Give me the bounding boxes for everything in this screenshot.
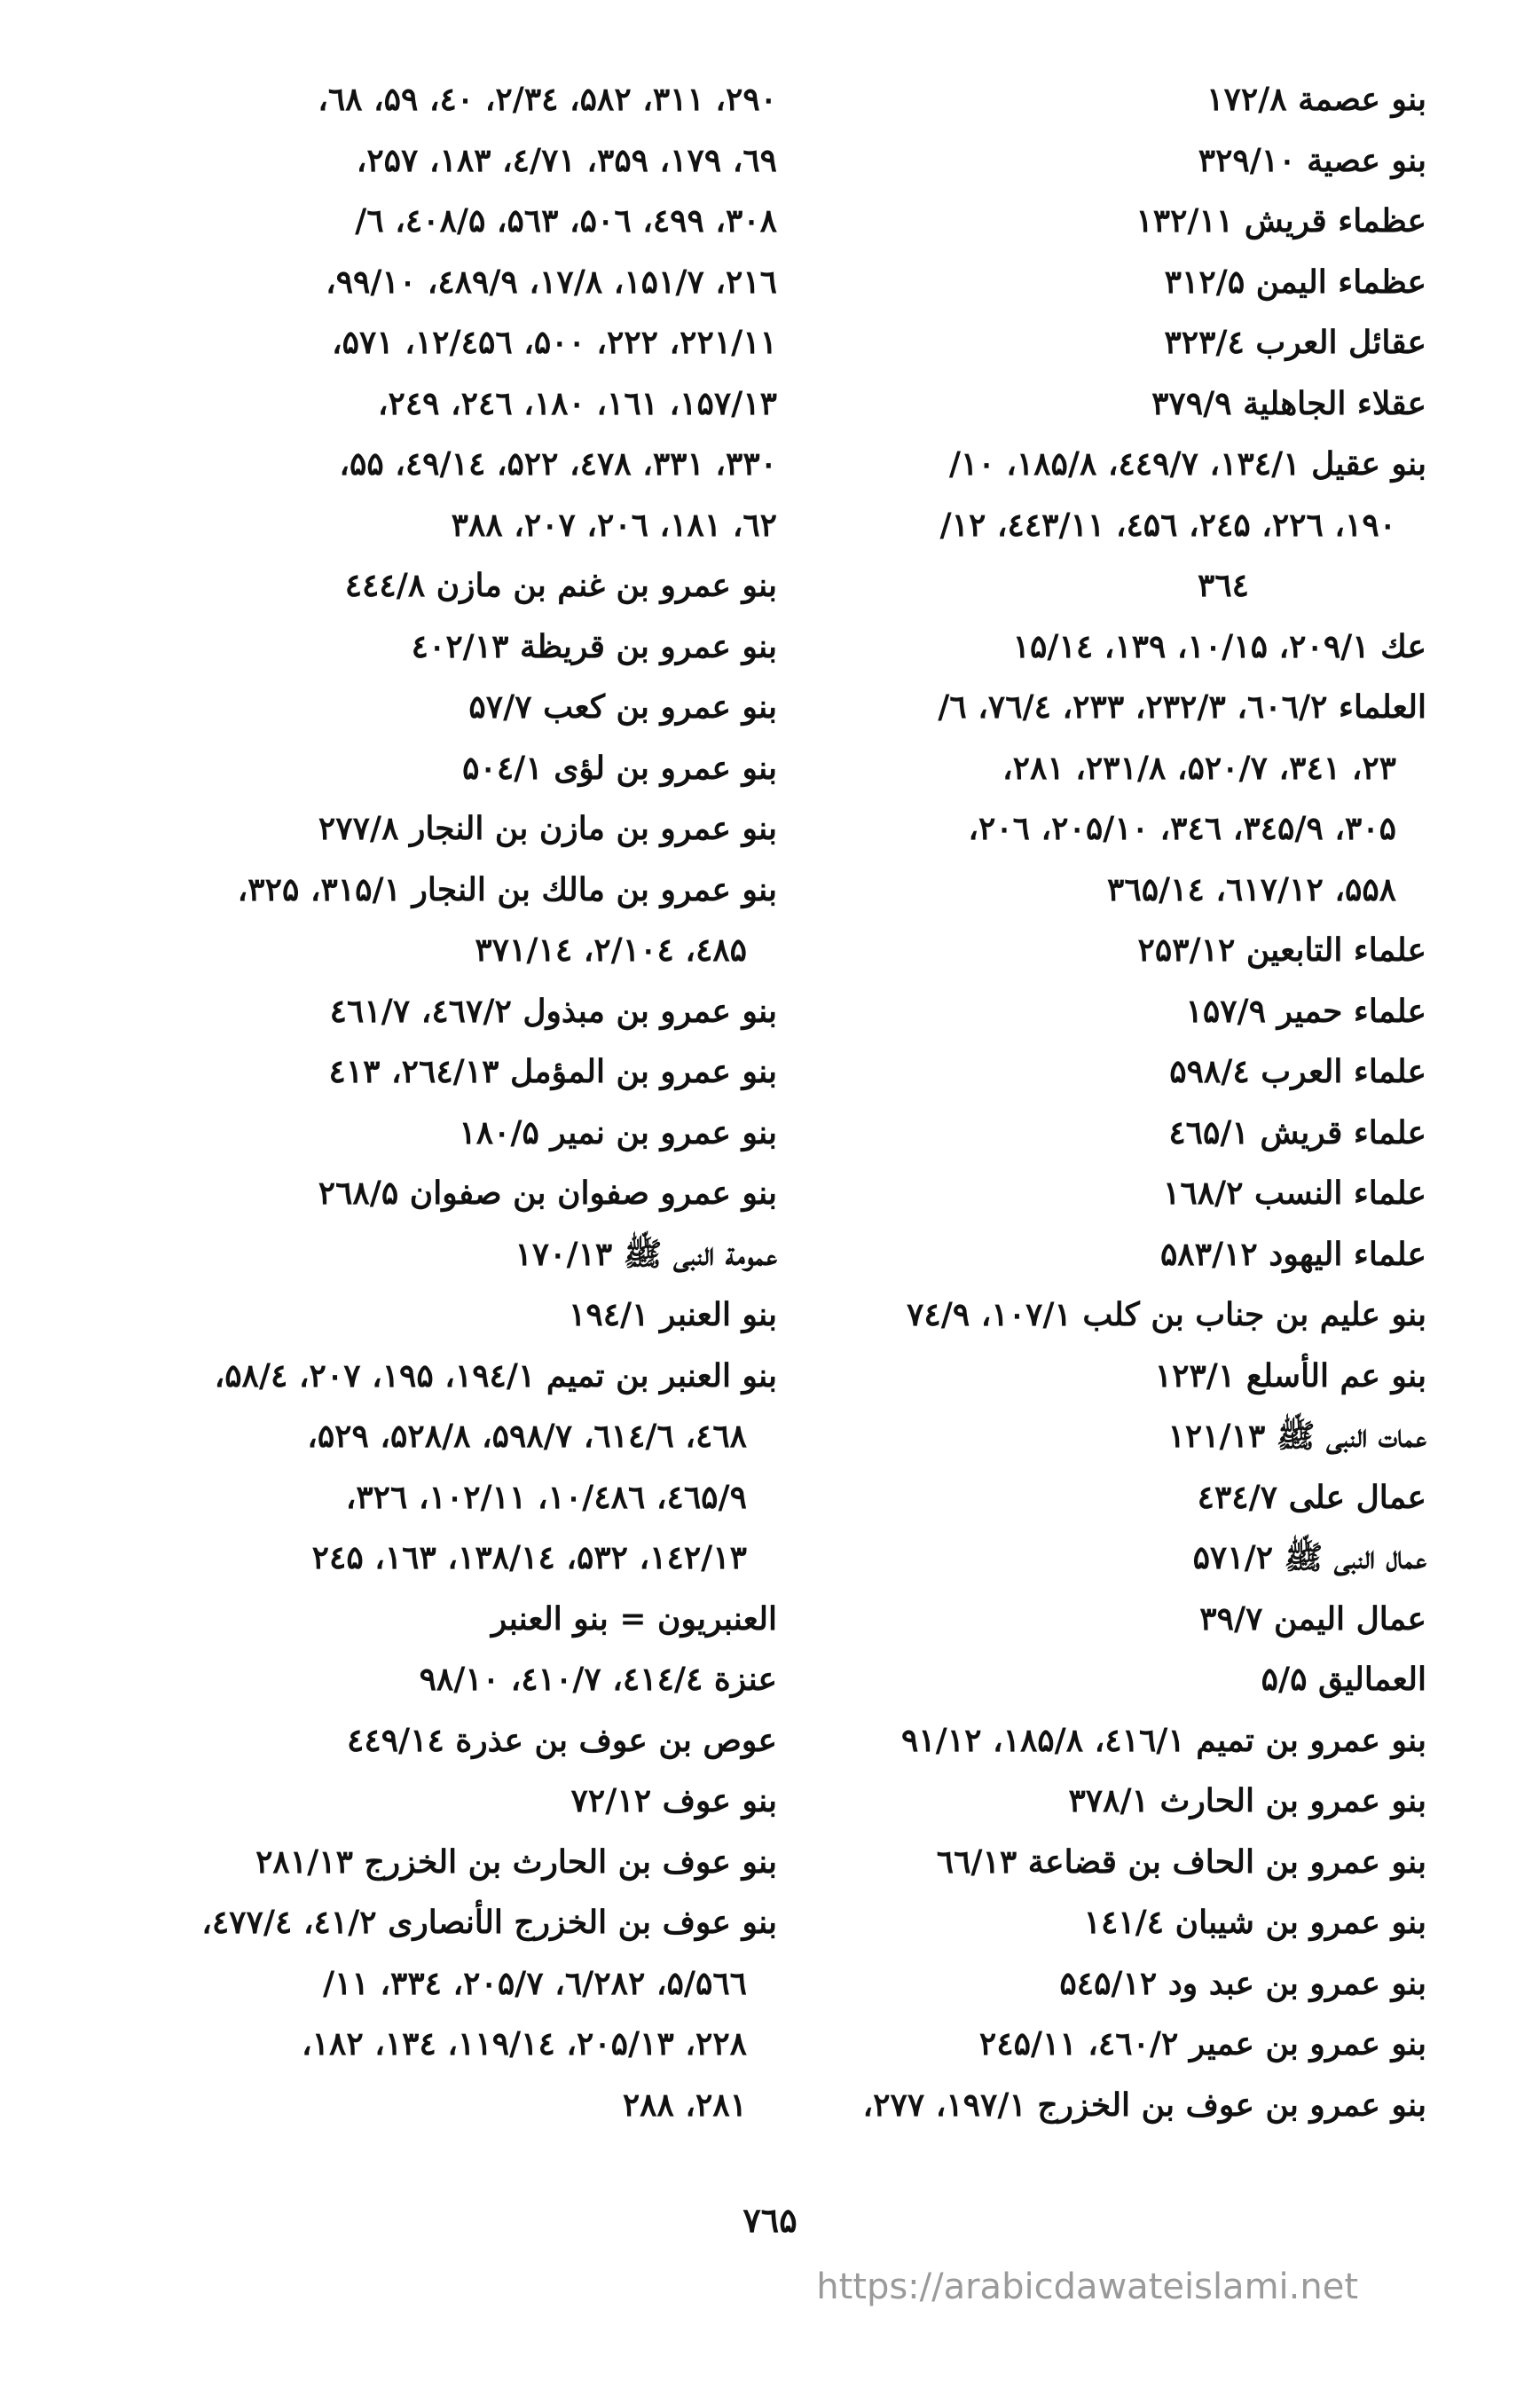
index-entry-line: بنو عمرو بن مازن بن النجار ۲۷۷/۸ xyxy=(318,810,777,847)
index-entry-line: ۲۹۰، ۳۱۱، ۵۸۲، ۳٤/۲، ٤۰، ۵۹، ٦۸، xyxy=(318,81,777,118)
index-entry-line: عك ۲۰۹/۱، ۱۰/۱۵، ۱۳۹، ۱۵/۱٤ xyxy=(1012,627,1426,665)
index-entry-line: ۲۱٦، ۱۵۱/۷، ۱۷/۸، ٤۸۹/۹، ۹۹/۱۰، xyxy=(326,263,777,301)
index-entry-line: ٦۹، ۱۷۹، ۳۵۹، ۷۱/٤، ۱۸۳، ۲۵۷، xyxy=(356,141,777,179)
watermark-url: https://arabicdawateislami.net xyxy=(816,2267,1358,2307)
index-column-left xyxy=(121,69,777,2135)
index-entry-line: بنو عصية ۳۲۹/۱۰ xyxy=(1198,141,1426,179)
index-entry-line: عقائل العرب ۳۲۳/٤ xyxy=(1164,324,1426,361)
index-entry-line: ٦۲، ۱۸۱، ۲۰٦، ۲۰۷، ۳۸۸ xyxy=(451,506,777,544)
index-entry-line: بنو عمرو بن غنم بن مازن ٤٤٤/۸ xyxy=(344,567,777,604)
index-entry-line: عظماء قريش ۱۳۲/۱۱ xyxy=(1135,202,1426,240)
index-entry-line: ٤۸۵، ۱۰٤/۲، ۳۷۱/۱٤ xyxy=(475,931,747,969)
index-entry-line: علماء اليهود ۵۸۳/۱۲ xyxy=(1159,1235,1426,1273)
index-entry-line: عمال اليمن ۳۹/۷ xyxy=(1199,1599,1426,1638)
page-number: ۷٦۵ xyxy=(742,2200,798,2240)
index-entry-line: علماء التابعين ۲۵۳/۱۲ xyxy=(1137,931,1426,969)
index-entry-line: بنو عمرو بن عبد ود ۵٤۵/۱۲ xyxy=(1059,1964,1426,2002)
index-entry-line: ۳۰۸، ٤۹۹، ۵۰٦، ۵٦۳، ٤۰۸/۵، ٦/ xyxy=(355,202,777,240)
index-entry-line: ۱۹۰، ۲۲٦، ۲٤۵، ٤۵٦، ٤٤۳/۱۱، ۱۲/ xyxy=(939,506,1396,544)
index-entry-line: بنو عوف بن الخزرج الأنصاری ٤۱/۲، ٤۷۷/٤، xyxy=(201,1904,777,1941)
index-entry-line: بنو عمرو بن الحارث ۳۷۸/۱ xyxy=(1068,1782,1426,1819)
index-entry-line: ٤٦۸، ٦۱٤/٦، ۵۹۸/۷، ۵۲۸/۸، ۵۲۹، xyxy=(307,1418,747,1455)
index-entry-line: بنو عمرو بن نمير ۱۸۰/۵ xyxy=(459,1113,777,1151)
index-entry-line: بنو عمرو بن عمير ٤٦۰/۲، ۲٤۵/۱۱ xyxy=(978,2025,1426,2062)
index-entry-line: بنو عم الأسلع ۱۲۳/۱ xyxy=(1154,1356,1426,1394)
index-entry-line: بنو العنبر ۱۹٤/۱ xyxy=(569,1296,777,1333)
index-entry-line: علماء العرب ۵۹۸/٤ xyxy=(1169,1053,1426,1090)
index-entry-line: بنو عمرو صفوان بن صفوان ۲٦۸/۵ xyxy=(318,1175,777,1212)
index-entry-line: بنو عليم بن جناب بن كلب ۱۰۷/۱، ۷٤/۹ xyxy=(907,1296,1426,1333)
index-entry-line: ۲۲۸، ۲۰۵/۱۳، ۱۱۹/۱٤، ۱۳٤، ۱۸۲، xyxy=(302,2025,747,2062)
index-entry-line: علماء قريش ٤٦۵/۱ xyxy=(1168,1113,1426,1151)
index-entry-line: بنو عمرو بن لؤی ۵۰٤/۱ xyxy=(462,749,777,787)
index-entry-line: بنو عمرو بن قريظة ٤۰۲/۱۳ xyxy=(411,627,777,665)
index-entry-line: عمال النبی ﷺ ۵۷۱/۲ xyxy=(1192,1539,1426,1576)
index-entry-line: بنو عمرو بن مبذول ٤٦۷/۲، ٤٦۱/۷ xyxy=(329,992,777,1030)
index-entry-line: بنو عقيل ۱۳٤/۱، ٤٤۹/۷، ۱۸۵/۸، ۱۰/ xyxy=(948,445,1426,483)
index-entry-line: عظماء اليمن ۳۱۲/۵ xyxy=(1164,263,1426,301)
index-entry-line: بنو عمرو بن عوف بن الخزرج ۱۹۷/۱، ۲۷۷، xyxy=(862,2086,1426,2124)
index-entry-line: بنو العنبر بن تميم ۱۹٤/۱، ۱۹۵، ۲۰۷، ۵۸/٤، xyxy=(214,1356,777,1394)
index-entry-line: بنو عمرو بن المؤمل ۲٦٤/۱۳، ٤۱۳ xyxy=(328,1053,777,1090)
index-entry-line: بنو عمرو بن الحاف بن قضاعة ٦٦/۱۳ xyxy=(936,1842,1426,1881)
index-entry-line: العلماء ٦۰٦/۲، ۲۳۲/۳، ۲۳۳، ۷٦/٤، ٦/ xyxy=(938,688,1426,726)
index-entry-line: بنو عوف ۷۲/۱۲ xyxy=(570,1782,777,1819)
index-entry-line: عوص بن عوف بن عذرة ٤٤۹/۱٤ xyxy=(347,1721,777,1759)
index-entry-line: ۳٦٤ xyxy=(1197,567,1249,604)
index-entry-line: ۱٤۲/۱۳، ۵۳۲، ۱۳۸/۱٤، ۱٦۳، ۲٤۵ xyxy=(311,1539,747,1576)
index-entry-line: بنو عوف بن الحارث بن الخزرج ۲۸۱/۱۳ xyxy=(255,1842,777,1881)
index-entry-line: عنزة ٤۱٤/٤، ٤۱۰/۷، ۹۸/۱۰ xyxy=(419,1661,777,1698)
index-entry-line: العنبريون = بنو العنبر xyxy=(491,1599,777,1638)
index-entry-line: ۲۸۱، ۲۸۸ xyxy=(622,2086,747,2124)
index-entry-line: بنو عمرو بن مالك بن النجار ۳۱۵/۱، ۳۲۵، xyxy=(237,870,777,908)
index-entry-line: عمات النبی ﷺ ۱۲۱/۱۳ xyxy=(1167,1418,1426,1455)
index-entry-line: عمال علی ٤۳٤/۷ xyxy=(1197,1478,1426,1516)
index-entry-line: العماليق ۵/۵ xyxy=(1261,1661,1426,1698)
index-column-right xyxy=(770,69,1426,2135)
index-entry-line: بنو عمرو بن تميم ٤۱٦/۱، ۱۸۵/۸، ۹۱/۱۲ xyxy=(900,1721,1426,1759)
index-entry-line: عقلاء الجاهلية ۳۷۹/۹ xyxy=(1151,384,1426,422)
index-entry-line: ۱۵۷/۱۳، ۱٦۱، ۱۸۰، ۲٤٦، ۲٤۹، xyxy=(377,384,777,422)
index-entry-line: ٤٦۵/۹، ٤۸٦/۱۰، ۱۰۲/۱۱، ۳۲٦، xyxy=(345,1478,747,1516)
index-entry-line: ۲۲۱/۱۱، ۲۲۲، ۵۰۰، ٤۵٦/۱۲، ۵۷۱، xyxy=(332,324,777,361)
index-entry-line: علماء حمير ۱۵۷/۹ xyxy=(1185,992,1426,1030)
index-entry-line: علماء النسب ۱٦۸/۲ xyxy=(1163,1175,1426,1212)
index-entry-line: ۳۳۰، ۳۳۱، ٤۷۸، ۵۲۲، ٤۹/۱٤، ۵۵، xyxy=(339,445,777,483)
index-entry-line: ۵٦٦/۵، ۲۸۲/٦، ۲۰۵/۷، ۳۳٤، ۱۱/ xyxy=(323,1964,747,2002)
index-entry-line: ۵۵۸، ٦۱۷/۱۲، ۳٦۵/۱٤ xyxy=(1107,870,1396,908)
index-entry-line: ۳۰۵، ۳٤۵/۹، ۳٤٦، ۲۰۵/۱۰، ۲۰٦، xyxy=(968,810,1396,847)
index-entry-line: بنو عمرو بن شيبان ۱٤۱/٤ xyxy=(1083,1904,1426,1941)
index-entry-line: عمومة النبی ﷺ ۱۷۰/۱۳ xyxy=(515,1235,777,1273)
index-entry-line: بنو عمرو بن كعب ۵۷/۷ xyxy=(468,688,777,726)
index-entry-line: بنو عصمة ۱۷۲/۸ xyxy=(1206,81,1426,118)
index-entry-line: ۲۳، ۳٤۱، ۵۲۰/۷، ۲۳۱/۸، ۲۸۱، xyxy=(1002,749,1396,787)
